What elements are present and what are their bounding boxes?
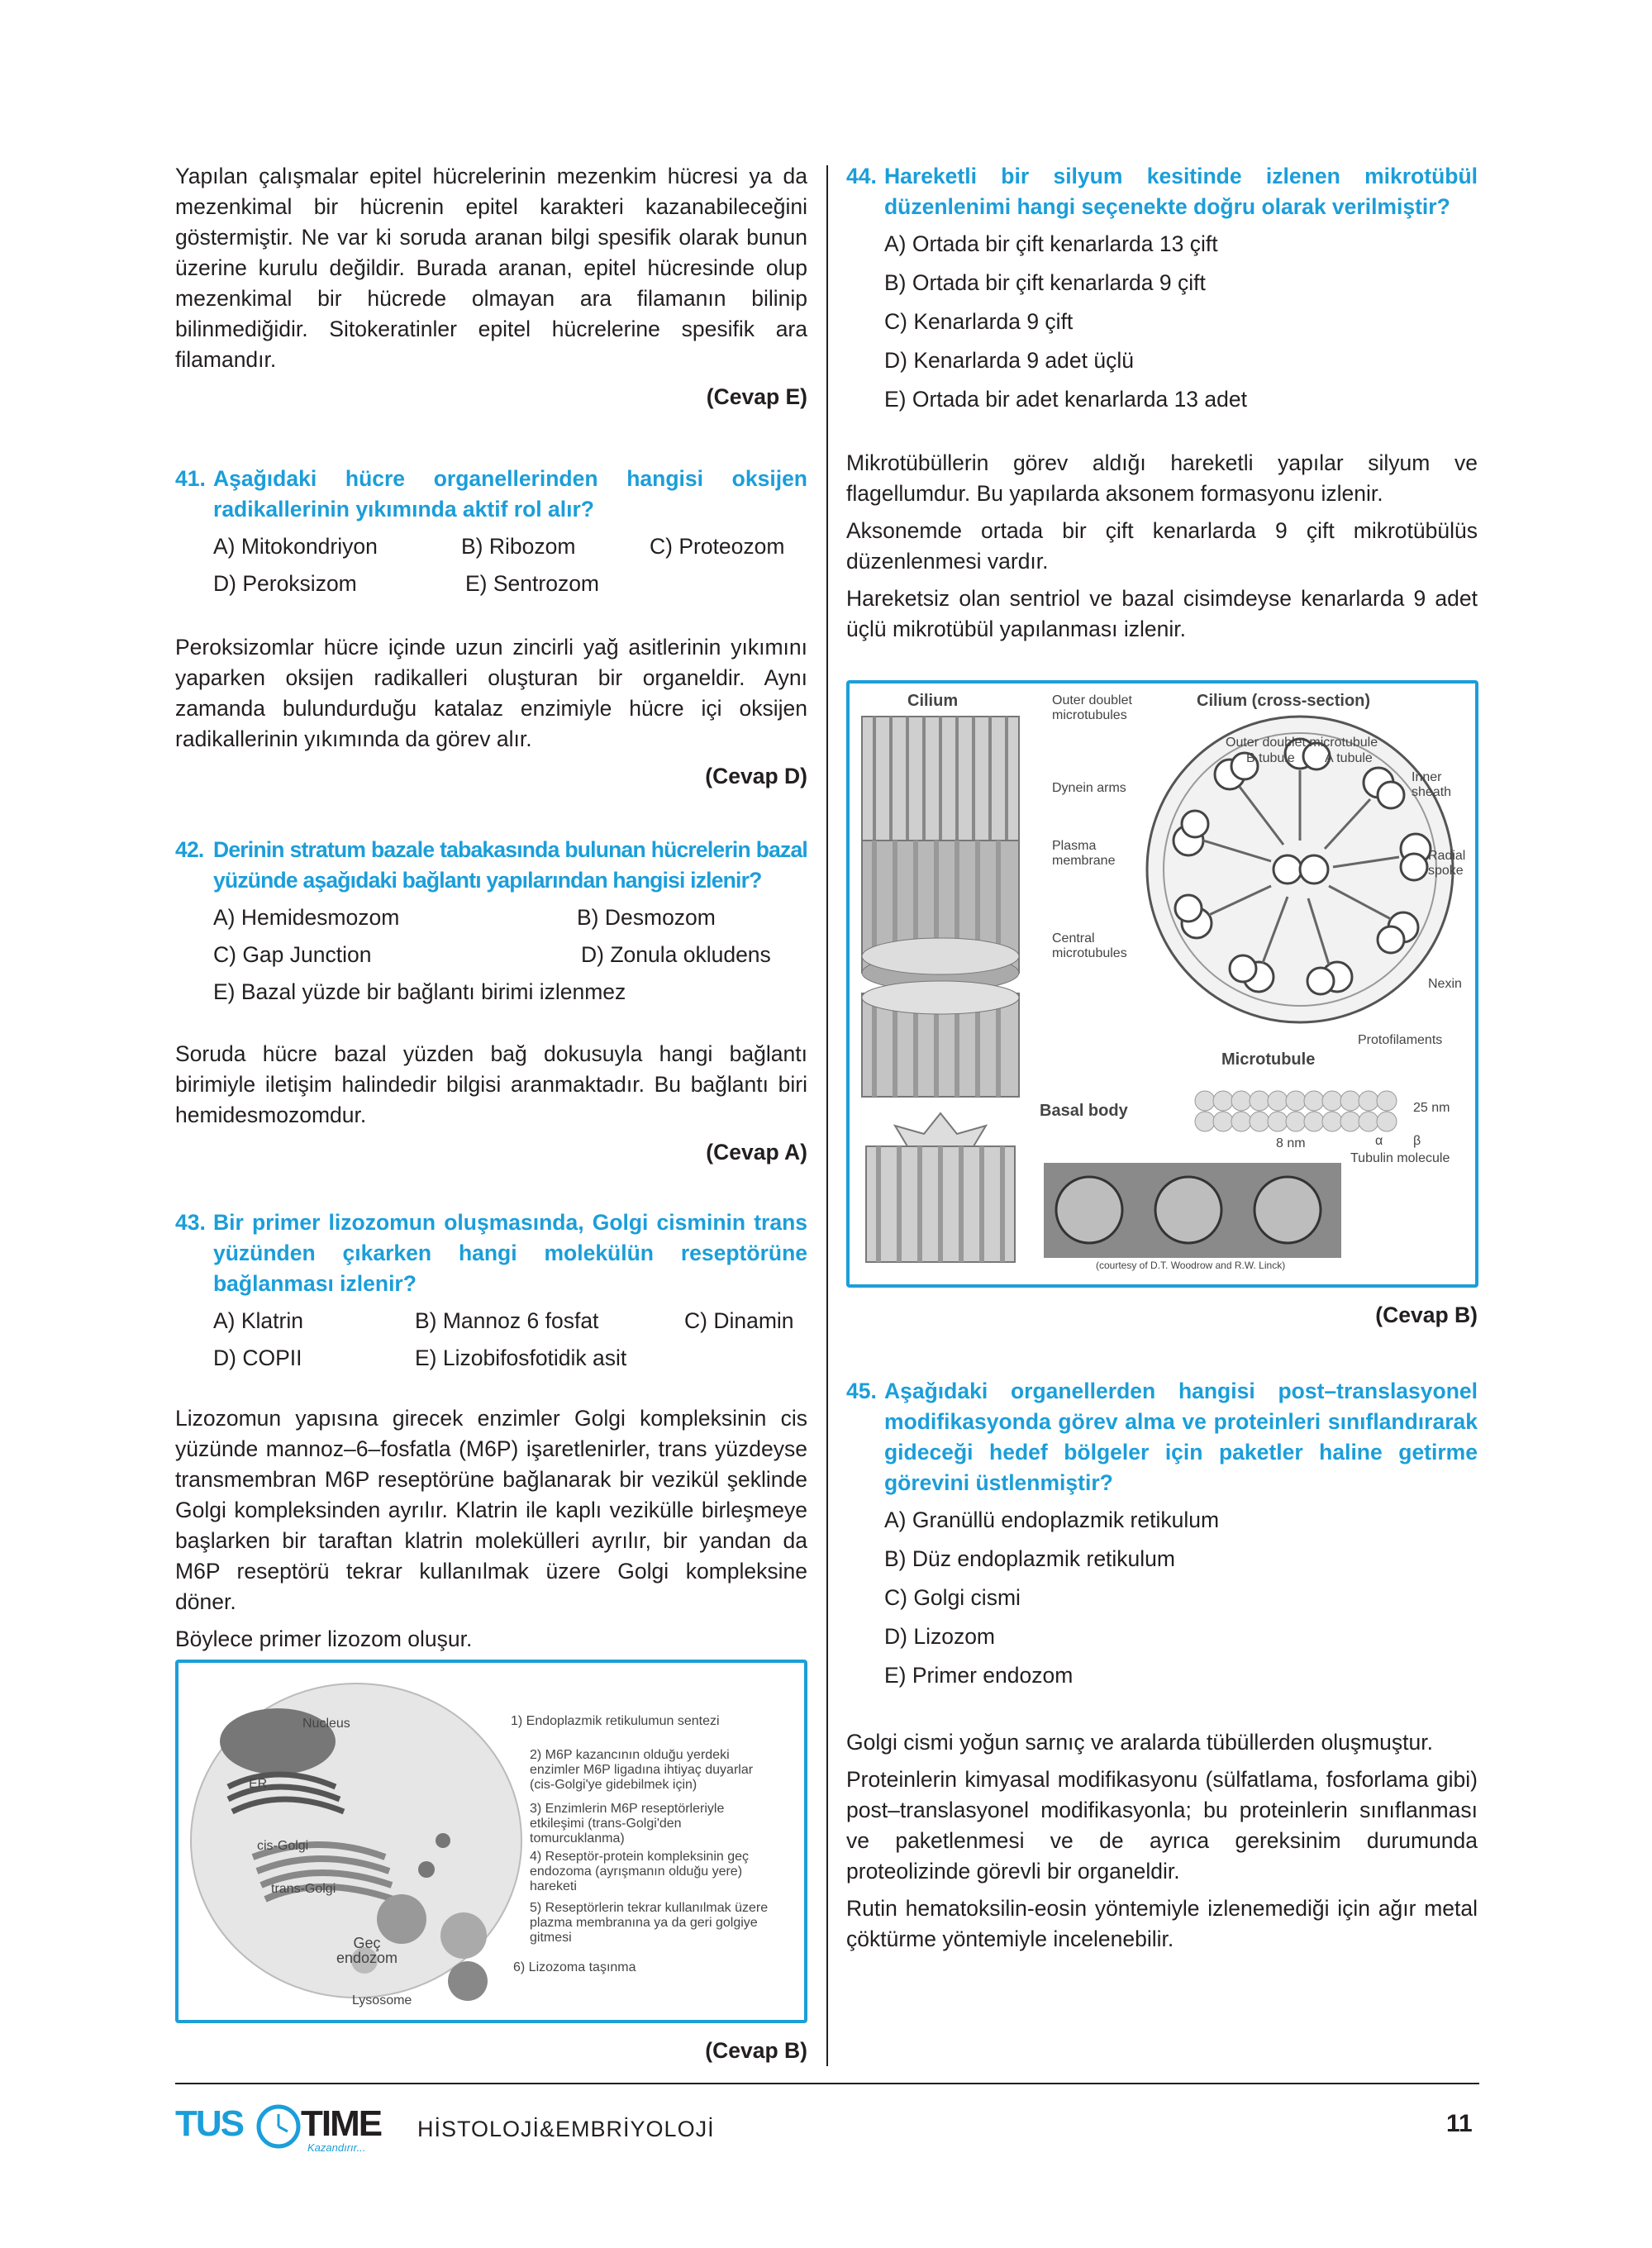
option-d: D) Kenarlarda 9 adet üçlü: [884, 348, 1134, 373]
basal-body-label: Basal body: [1040, 1102, 1128, 1120]
inner-sheath-label: Inner sheath: [1412, 770, 1452, 799]
a-tubule-label: A tubule: [1325, 751, 1373, 765]
options: [213, 903, 807, 1007]
protofilaments-label: Protofilaments: [1358, 1033, 1443, 1047]
outer-doublet-label-2: Outer doublet microtubule: [1226, 736, 1378, 750]
option-c: C) Gap Junction: [213, 942, 372, 967]
option-d: D) Zonula okludens: [581, 942, 771, 967]
logo-tus: TUS: [175, 2103, 243, 2144]
cilium-diagram: [850, 683, 1475, 1284]
option-b: B) Desmozom: [577, 905, 716, 930]
question-number: 41.: [175, 466, 206, 491]
option-b: B) Ortada bir çift kenarlarda 9 çift: [884, 270, 1206, 295]
beta-label: β: [1413, 1134, 1421, 1148]
lysosome-label: Lysosome: [352, 1993, 412, 2007]
question-text: Aşağıdaki organellerden hangisi post–translasyonel modifikasyonda görev alma ve proteinleri sınıflandırarak gideceği hedef bölgeler için paketler haline getirme görevini üstlenmiştir?: [884, 1379, 1478, 1495]
tustime-logo: [175, 2102, 407, 2164]
explanation-3: Rutin hematoksilin-eosin yöntemiyle izlenemediği için ağır metal çöktürme yöntemiyle incelenebilir.: [846, 1896, 1478, 1951]
question-number: 42.: [175, 837, 204, 862]
radial-spoke-label: Radial spoke: [1428, 849, 1466, 878]
option-a: A) Hemidesmozom: [213, 905, 400, 930]
answer: (Cevap A): [706, 1140, 807, 1164]
question-text: Derinin stratum bazale tabakasında bulunan hücrelerin bazal yüzünde aşağıdaki bağlantı yapılarından hangisi izlenir?: [213, 837, 807, 893]
option-e: E) Bazal yüzde bir bağlantı birimi izlenmez: [213, 979, 626, 1004]
q43-answer: (Cevap B): [705, 2038, 807, 2063]
nucleus-label: Nucleus: [302, 1717, 350, 1731]
cilium-title: Cilium: [907, 692, 959, 710]
page-number: 11: [1446, 2110, 1473, 2137]
cross-section-title: Cilium (cross-section): [1197, 692, 1371, 710]
logo-tagline: Kazandırır...: [307, 2141, 366, 2154]
options: [884, 229, 1478, 415]
trans-golgi-label: trans-Golgi: [271, 1882, 336, 1896]
intro-answer: (Cevap E): [706, 384, 807, 409]
step-2: 2) M6P kazancının olduğu yerdeki enzimler M6P ligadına ihtiyaç duyarlar (cis-Golgi'ye gidebilmek için): [530, 1748, 754, 1792]
courtesy-label: (courtesy of D.T. Woodrow and R.W. Linck): [1096, 1260, 1286, 1271]
logo-time: TIME: [301, 2103, 382, 2144]
plasma-membrane-label: Plasma membrane: [1052, 839, 1116, 868]
lysosome-figure: [175, 1660, 807, 2023]
question-number: 44.: [846, 164, 877, 188]
question-45: [846, 1376, 1478, 1961]
option-c: C) Dinamin: [684, 1308, 794, 1333]
question-41: [175, 464, 807, 792]
options: [213, 531, 807, 599]
option-b: B) Düz endoplazmik retikulum: [884, 1546, 1175, 1571]
question-number: 43.: [175, 1210, 206, 1235]
question-header: [175, 1207, 807, 1299]
step-6: 6) Lizozoma taşınma: [513, 1960, 636, 1974]
explanation-2: Proteinlerin kimyasal modifikasyonu (sülfatlama, fosforlama gibi) post–translasyonel modifikasyonla; bu proteinlerin sınıflanması ve paketlenmesi ve de ayrıca gereksinim durumunda proteolizinde görevli bir organeldir.: [846, 1767, 1478, 1884]
explanation-1: Golgi cismi yoğun sarnıç ve aralarda tübüllerden oluşmuştur.: [846, 1730, 1433, 1755]
b-tubule-label: B tubule: [1246, 751, 1295, 765]
option-e: E) Lizobifosfotidik asit: [415, 1345, 627, 1370]
explanation-3: Hareketsiz olan sentriol ve bazal cisimdeyse kenarlarda 9 adet üçlü mikrotübül yapılanması izlenir.: [846, 586, 1478, 641]
explanation-1: Mikrotübüllerin görev aldığı hareketli yapılar silyum ve flagellumdur. Bu yapılarda aksonem formasyonu izlenir.: [846, 450, 1478, 506]
answer: (Cevap D): [705, 764, 807, 788]
alpha-label: α: [1375, 1134, 1383, 1148]
q44-answer: (Cevap B): [1375, 1303, 1478, 1327]
explanation-2: Aksonemde ortada bir çift kenarlarda 9 çift mikrotübülüs düzenlenmesi vardır.: [846, 518, 1478, 574]
cis-golgi-label: cis-Golgi: [257, 1839, 309, 1853]
option-e: E) Primer endozom: [884, 1663, 1074, 1688]
question-text: Aşağıdaki hücre organellerinden hangisi oksijen radikallerinin yıkımında aktif rol alır?: [213, 466, 807, 522]
right-column: [846, 161, 1478, 651]
option-e: E) Sentrozom: [465, 571, 600, 596]
question-text: Hareketli bir silyum kesitinde izlenen mikrotübül düzenlenimi hangi seçenekte doğru olarak verilmiştir?: [884, 164, 1478, 219]
option-e: E) Ortada bir adet kenarlarda 13 adet: [884, 387, 1247, 412]
footer-line: [175, 2083, 1479, 2084]
explanation-1: Lizozomun yapısına girecek enzimler Golgi kompleksinin cis yüzünde mannoz–6–fosfatla (M6P) işaretlenirler, trans yüzdeyse transmembran M6P reseptörüne bağlanarak bir vezikül şeklinde Golgi kompleksinden ayrılır. Klatrin ile kaplı vezikülle birleşmeye başlarken bir taraftan klatrin molekülleri ayrılır, bir yandan da M6P reseptörü tekrar kullanılmak üzere Golgi kompleksine döner.: [175, 1406, 807, 1614]
left-column: [175, 161, 807, 1661]
option-b: B) Ribozom: [461, 534, 576, 559]
question-43: [175, 1207, 807, 1655]
dynein-label: Dynein arms: [1052, 781, 1126, 795]
explanation: Soruda hücre bazal yüzden bağ dokusuyla hangi bağlantı birimiyle iletişim halindedir bilgisi aranmaktadır. Bu bağlantı biri hemidesmozomdur.: [175, 1041, 807, 1127]
option-a: A) Klatrin: [213, 1308, 303, 1333]
25nm-label: 25 nm: [1413, 1101, 1450, 1115]
microtubule-label: Microtubule: [1221, 1050, 1316, 1069]
question-header: [175, 835, 807, 896]
option-a: A) Ortada bir çift kenarlarda 13 çift: [884, 231, 1218, 256]
step-3: 3) Enzimlerin M6P reseptörleriyle etkileşimi (trans-Golgi'den tomurcuklanma): [530, 1802, 725, 1846]
option-d: D) COPII: [213, 1345, 302, 1370]
step-1: 1) Endoplazmik retikulumun sentezi: [511, 1714, 720, 1728]
step-5: 5) Reseptörlerin tekrar kullanılmak üzere plazma membranına ya da geri golgiye gitmesi: [530, 1901, 769, 1945]
nexin-label: Nexin: [1428, 977, 1462, 991]
question-header: [846, 161, 1478, 222]
question-42: [175, 835, 807, 1168]
question-number: 45.: [846, 1379, 877, 1403]
options: [884, 1505, 1478, 1691]
question-header: [175, 464, 807, 525]
late-endosome-label: Geç endozom: [336, 1935, 398, 1966]
subject-title: HİSTOLOJİ&EMBRİYOLOJİ: [417, 2117, 715, 2141]
option-d: D) Peroksizom: [213, 571, 357, 596]
option-b: B) Mannoz 6 fosfat: [415, 1308, 599, 1333]
question-header: [846, 1376, 1478, 1498]
option-c: C) Proteozom: [650, 534, 785, 559]
explanation: Peroksizomlar hücre içinde uzun zincirli yağ asitlerinin yıkımını yaparken oksijen radikalleri oluşturan bir organeldir. Aynı zamanda bulundurduğu katalaz enzimiyle hücre içi oksijen radikallerinin yıkımında da görev alır.: [175, 635, 807, 751]
question-text: Bir primer lizozomun oluşmasında, Golgi cisminin trans yüzünden çıkarken hangi molekülün reseptörüne bağlanması izlenir?: [213, 1210, 807, 1296]
intro-paragraph: Yapılan çalışmalar epitel hücrelerinin mezenkim hücresi ya da mezenkimal bir hücrenin epitel karakteri kazanabileceğini göstermiştir. Ne var ki soruda aranan bilgi spesifik olarak bunun üzerine kurulu değildir. Burada aranan, epitel hücresinde olup mezenkimal bir hücrede olmayan ara filamanın bilinip bilinmediğidir. Sitokeratinler epitel hücrelerine spesifik ara filamandır.: [175, 164, 807, 372]
central-microtubules-label: Central microtubules: [1052, 931, 1127, 960]
question-44: [846, 161, 1478, 645]
option-a: A) Granüllü endoplazmik retikulum: [884, 1507, 1220, 1532]
tubulin-label: Tubulin molecule: [1350, 1151, 1450, 1165]
8nm-label: 8 nm: [1276, 1136, 1306, 1150]
column-divider: [826, 165, 828, 2066]
options: [213, 1306, 807, 1374]
option-c: C) Golgi cismi: [884, 1585, 1021, 1610]
explanation-2: Böylece primer lizozom oluşur.: [175, 1626, 473, 1651]
cilium-figure: [846, 680, 1478, 1288]
option-d: D) Lizozom: [884, 1624, 996, 1649]
outer-doublet-label: Outer doublet microtubules: [1052, 693, 1132, 722]
step-4: 4) Reseptör-protein kompleksinin geç endozoma (ayrışmanın olduğu yere) hareketi: [530, 1850, 750, 1893]
er-label: ER: [249, 1777, 268, 1791]
option-a: A) Mitokondriyon: [213, 534, 378, 559]
option-c: C) Kenarlarda 9 çift: [884, 309, 1074, 334]
